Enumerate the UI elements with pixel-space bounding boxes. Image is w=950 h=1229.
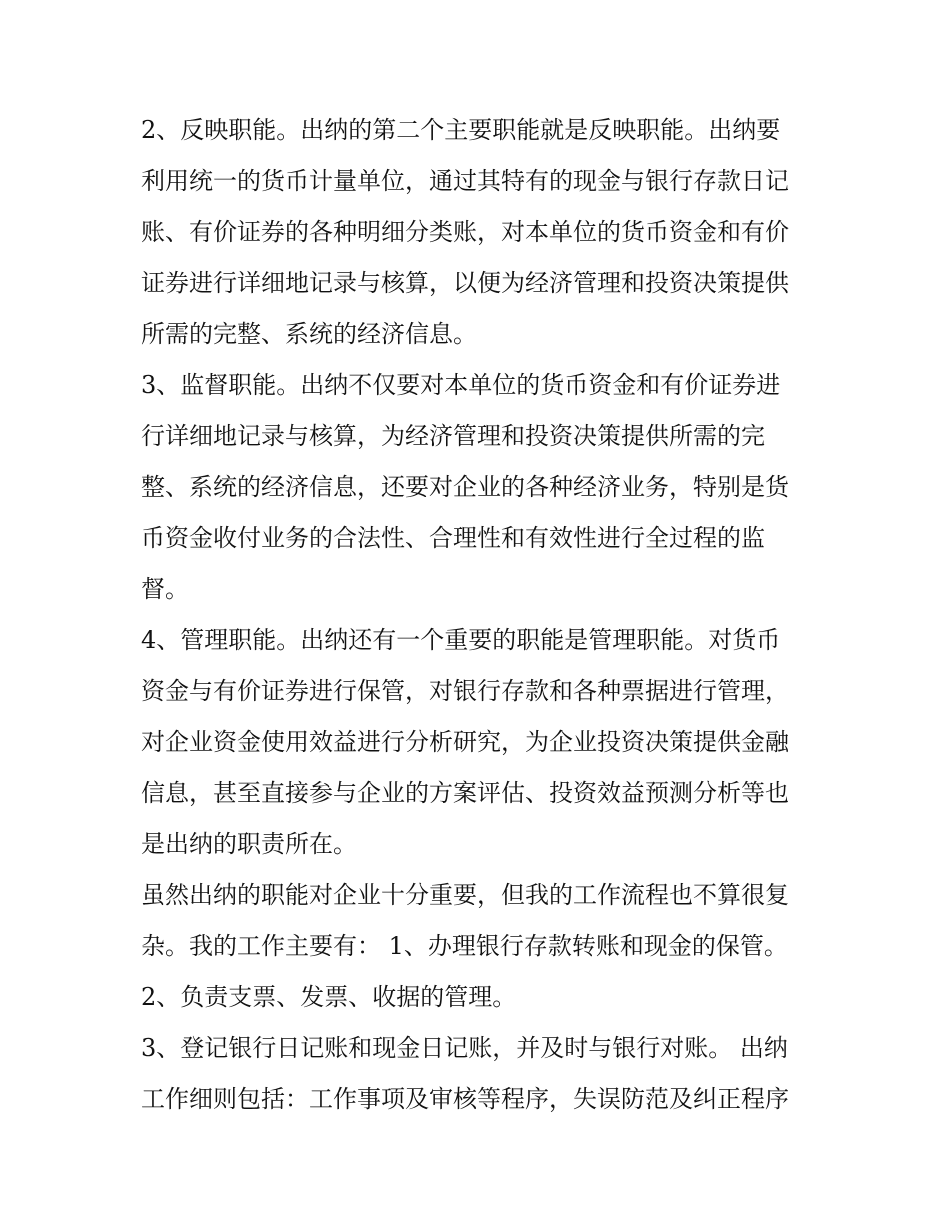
text-line: 所需的完整、系统的经济信息。 [141, 320, 477, 348]
text-line: 证券进行详细地记录与核算，以便为经济管理和投资决策提供 [141, 269, 789, 297]
text-line: 币资金收付业务的合法性、合理性和有效性进行全过程的监 [141, 524, 765, 552]
text-line: 3、监督职能。出纳不仅要对本单位的货币资金和有价证券进 [141, 371, 781, 399]
text-line: 账、有价证券的各种明细分类账，对本单位的货币资金和有价 [141, 218, 789, 246]
text-line: 利用统一的货币计量单位，通过其特有的现金与银行存款日记 [141, 167, 789, 195]
text-line: 4、管理职能。出纳还有一个重要的职能是管理职能。对货币 [141, 626, 781, 654]
text-line: 杂。我的工作主要有： 1、办理银行存款转账和现金的保管。 [141, 932, 788, 960]
text-line: 资金与有价证券进行保管，对银行存款和各种票据进行管理， [141, 677, 789, 705]
text-line: 2、反映职能。出纳的第二个主要职能就是反映职能。出纳要 [141, 116, 781, 144]
text-line: 督。 [141, 575, 189, 603]
text-line: 3、登记银行日记账和现金日记账，并及时与银行对账。 出纳 [141, 1034, 788, 1062]
text-line: 工作细则包括：工作事项及审核等程序，失误防范及纠正程序 [141, 1085, 789, 1113]
text-line: 信息，甚至直接参与企业的方案评估、投资效益预测分析等也 [141, 779, 789, 807]
text-line: 是出纳的职责所在。 [141, 830, 357, 858]
text-line: 对企业资金使用效益进行分析研究，为企业投资决策提供金融 [141, 728, 789, 756]
text-line: 2、负责支票、发票、收据的管理。 [141, 983, 517, 1011]
text-line: 整、系统的经济信息，还要对企业的各种经济业务，特别是货 [141, 473, 789, 501]
text-line: 虽然出纳的职能对企业十分重要，但我的工作流程也不算很复 [141, 881, 789, 909]
text-line: 行详细地记录与核算，为经济管理和投资决策提供所需的完 [141, 422, 765, 450]
